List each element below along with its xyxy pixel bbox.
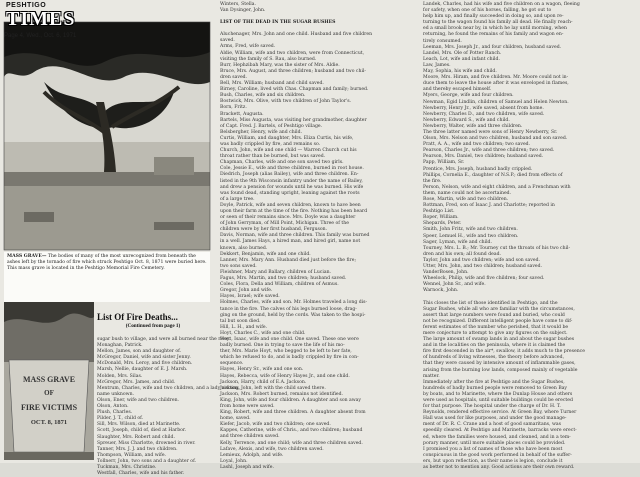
text-line: Papp, William, Sr. xyxy=(423,160,465,166)
text-line: tirely consumed. xyxy=(423,38,462,44)
text-line: listed in the 9th Wisconsin infantry under the name of Bailey, xyxy=(220,178,363,184)
text-line: matter. xyxy=(423,373,440,379)
text-line: Marsh, Nellie, daughter of E. J. Marsh. xyxy=(97,367,188,373)
text-line: conspicuous in the good work performed in behalf of the suffer- xyxy=(423,452,572,458)
text-line: Jackson, John, left with the child saved there. xyxy=(220,385,326,391)
text-line: Burr, Hephzibah Mary, was the sister of Mrs. Aldie. xyxy=(220,62,340,68)
text-line: Landel, Mrs. Ole of Potter Ranch. xyxy=(423,50,502,56)
text-line: Wheelock, Philip, wife and five children; four saved. xyxy=(423,276,545,282)
text-line: known, also burned. xyxy=(220,245,268,251)
text-line: Dekkert, Benjamin, wife and one child. xyxy=(220,251,311,257)
text-line: VanderBosen, John. xyxy=(423,270,469,276)
text-line: ed a small brook near by, in which he lay until morning, when xyxy=(423,26,567,32)
text-line: the fire. xyxy=(423,178,442,184)
text-line: Hayes, Rebecca, wife of Henry Hayes Jr., and one child. xyxy=(220,373,350,379)
text-line: Tanner, Mrs. J. J. and two children. xyxy=(97,446,178,452)
text-line: and three children saved. xyxy=(220,434,280,440)
text-line: Fleishner, Mary and Ballary, children of Lucian. xyxy=(220,269,332,275)
text-line: ed, where the families were housed, and cleaned, and in a tem- xyxy=(423,434,571,440)
text-line: Fagus, Mrs. Martin, and two children; husband saved. xyxy=(220,276,347,282)
text-line: Westfall, Charles, wife and his father. xyxy=(97,471,185,477)
text-line: and drew a pension for wounds until he was burned. His wife xyxy=(220,184,364,190)
monument-line3: FIRE VICTIMS xyxy=(20,403,78,412)
text-line: duce them to leave the house after it was enveloped in flames, xyxy=(423,81,569,87)
text-line: Wennel, John Sr., and wife. xyxy=(423,282,486,288)
text-line: Kappes, Catherine, wife of Chris., and two children; husband xyxy=(220,428,363,434)
text-line: Hill, L. H., and wife. xyxy=(220,324,268,330)
text-line: The three latter named were sons of Henry Newberry, Sr. xyxy=(423,129,558,135)
text-line: Myers, George, wife and four children. xyxy=(423,93,514,99)
text-line: children were by her first husband, Ferguson. xyxy=(220,227,328,233)
text-line: ment of Dr. R. C. Crane and a host of good samaritans, was xyxy=(423,422,561,428)
tree-photo xyxy=(4,22,210,250)
text-line: saved. xyxy=(220,38,235,44)
text-line: Olson, Anton. xyxy=(97,404,129,410)
text-line: King, John, wife and four children. A daughter and son away xyxy=(220,397,362,403)
text-line: them, name could not be ascertained. xyxy=(423,190,512,196)
list-subtitle: (Continued from page 1) xyxy=(125,323,181,329)
text-line: Cole, Jessie E., wife and three children, burned in root house. xyxy=(220,166,364,172)
text-line: was found dead, standing upright, leaning against the roots xyxy=(220,190,360,196)
text-line: mere conjecture to attempt to give any figures on the subject. xyxy=(423,330,568,336)
text-line: not be recognized. Different intelligent people have come to dif- xyxy=(423,318,573,324)
text-line: sugar bush to village, and were all burned near the river. xyxy=(97,337,231,342)
text-line: Person, Nelson, wife and eight children, and a Frenchman with xyxy=(423,184,571,190)
text-line: Diedrich, Joseph (alias Bailey), wife and three children. En- xyxy=(220,172,359,178)
text-line: Arms, Fred, wife saved. xyxy=(220,44,276,50)
text-line: Hayes, Henry Sr., wife and one son. xyxy=(220,367,304,373)
text-line: by boats, and to Marinette, where the Dunlap House and others xyxy=(423,391,573,397)
text-line: Pearson, Mrs. Daniel, two children; husband saved. xyxy=(423,154,544,160)
text-line: hundreds of badly burned people were removed to Green Bay xyxy=(423,385,568,391)
text-line: Olson, Mrs. Nelson and two children, husband and son saved. xyxy=(423,136,568,142)
text-line: Sill, Mrs. Wilson, died at Marinette. xyxy=(97,422,181,428)
text-line: sequence. xyxy=(220,361,244,367)
caption-text: The bodies of many of the most unrecognized from beneath the ashes left by the tornado of fire which struck Peshtigo Oct. 8, 1871 were buried here. This mass grave is located in the Peshtigo Memorial Fire Cemetery. xyxy=(7,254,207,271)
text-line: returning, he found the remains of his family and wagon en- xyxy=(423,32,564,38)
photo-caption xyxy=(4,252,210,302)
text-line: that they were caused by intensive amount of inflammable gases, xyxy=(423,361,576,367)
text-line: Slaughter, Mrs. Robert and child. xyxy=(97,434,175,440)
text-line: Prentice, Mrs. Joseph, husband badly crippled. xyxy=(423,166,533,172)
text-line: Doyle, Patrick, wife and seven children, known to have been xyxy=(220,202,361,208)
text-line: for safety, when one of his horses, falling, he got out to xyxy=(423,8,552,14)
text-line: help him up, and finally succeeded in doing so, and upon re- xyxy=(423,14,564,20)
text-line: Belsbergher, Henry, wife and child. xyxy=(220,129,303,135)
text-line: This closes the list of those identified in Peshtigo, and the xyxy=(423,300,558,306)
text-line: for that purpose. The hospital under the charge of Dr. H. T. xyxy=(423,404,561,410)
text-line: Taylor, John and two children; wife and son saved. xyxy=(423,257,540,263)
text-line: Immediately after the fire at Peshtigo and the Sugar Bushes, xyxy=(423,379,565,385)
text-line: or seen of their remains since. Mrs. Doyle was a daughter xyxy=(220,215,356,221)
text-line: Curtis, William, and daughter, Mrs. Eliza Curtis, his wife, xyxy=(220,135,354,141)
text-line: Kelly, Terrence, and one child; wife and three children saved. xyxy=(220,440,363,446)
text-line: Monaghan, Patrick. xyxy=(97,343,143,349)
text-line: Jackson, Mrs. Robert burned, remains not identified. xyxy=(220,391,344,397)
text-line: Holmes, Charles, wife and son. Mr. Holmes traveled a long dis- xyxy=(220,300,368,306)
text-line: ers, but upon reflection, as their name is legion, conclude it xyxy=(423,458,563,464)
text-line: from home were saved. xyxy=(220,404,275,409)
text-line: Pilder, J. T., child of. xyxy=(97,416,144,422)
text-line: Hayes, Israel; wife saved. xyxy=(220,294,280,300)
text-line: ferent estimates of the number who perished, that it would be xyxy=(423,324,569,330)
text-line: ther, Mrs. Marie Hoyt, who begged to be left to her fate, xyxy=(220,349,352,355)
text-line: Roper, William. xyxy=(423,215,459,221)
text-line: were used as hospitals, until suitable buildings could be erected xyxy=(423,398,573,403)
text-line: Lashl, Joseph and wife. xyxy=(220,464,274,470)
text-line: Bostwick, Mrs. Olive, with two children of John Taylor's. xyxy=(220,99,352,105)
text-line: as better not to mention any. Good actions are their own reward. xyxy=(423,465,575,471)
masthead-big-title: TIMES xyxy=(6,8,76,30)
text-line: of John Gerryman, of Mill Point, Michigan. Three of the xyxy=(220,221,349,227)
text-line: and in the localities on the peninsula, where it is claimed the xyxy=(423,343,566,349)
text-line: Mentrum, Charles, wife and two children, and a lady visiting, xyxy=(97,385,241,391)
text-line: which he refused to do, and is badly crippled by fire in con- xyxy=(220,355,359,361)
mass-grave-photo xyxy=(4,302,94,460)
text-line: Loyal, John. xyxy=(220,458,248,464)
text-line: Hoyt, Charles C., wife and one child. xyxy=(220,330,306,336)
text-line: Newberry, Walter, wife and three children. xyxy=(423,123,523,129)
text-line: home, saved. xyxy=(220,416,251,422)
text-line: Newberry, Edward S., wife and child. xyxy=(423,117,510,123)
list-header xyxy=(97,310,209,329)
text-line: Jackson, Harry, child of E.A. Jackson. xyxy=(220,379,307,385)
text-line: dren saved. xyxy=(220,74,248,80)
text-line: Bush, Charles, wife and six children. xyxy=(220,93,306,99)
text-line: Born, Fritz. xyxy=(220,105,247,111)
text-line: fire first descended in the air*, swallow, it adds much to the presence xyxy=(423,349,585,355)
text-line: The large amount of swamp lands in and about the sugar bushes xyxy=(423,337,575,343)
monument-line1: MASS GRAVE xyxy=(22,375,76,384)
text-line: Chapman, Charles, wife and one son saved two girls. xyxy=(220,160,344,166)
text-line: assert that large numbers were found and buried, who could xyxy=(423,312,565,318)
text-line: visiting the family of S. Rau, also burned. xyxy=(220,56,317,62)
text-line: Newberry, Henry Jr., wife saved, absent from home. xyxy=(423,105,544,111)
text-line: Rose, Martin, wife and two children. xyxy=(423,197,509,202)
text-line: Kiefer, Jacob, wife and two children; one saved. xyxy=(220,422,331,428)
text-line: Coles, Flora, Della and William, children of Asmus. xyxy=(220,282,339,288)
text-line: and thereby escaped himself. xyxy=(423,87,492,93)
text-line: Hall was used for like purposes, and under the good manage- xyxy=(423,416,567,422)
text-line: Molden, Mrs. Silas. xyxy=(97,373,143,379)
text-line: Scott, Joseph, child of, died at Harbor. xyxy=(97,428,187,434)
text-line: Spreuer, Miss Charlotte, drowned in river. xyxy=(97,440,196,446)
text-line: Warnock, John. xyxy=(423,288,459,294)
text-line: Thompson, William, and wife. xyxy=(97,452,166,458)
text-line: turning to the wagon found his family all dead. He finally reach- xyxy=(423,20,573,26)
text-line: Brackett, Augusta. xyxy=(220,111,264,117)
monument-line4: OCT. 8, 1871 xyxy=(30,419,68,426)
text-line: of Capt. Fred. J. Bartels, of Peshtigo village. xyxy=(220,123,323,129)
text-line: Reynolds, rendered effective service. At Green Bay, where Turner xyxy=(423,410,577,416)
text-line: Aldie, William, wife and two children, were from Connecticut, xyxy=(220,50,365,56)
text-line: I promised you a list of names of those who have been most xyxy=(423,446,563,452)
text-line: Leeman, Mrs. Joseph Jr., and four children, husband saved. xyxy=(423,44,562,50)
text-line: speedily cleared. At Peshtigo and Marinette, barracks were erect- xyxy=(423,428,577,434)
text-line: of a large tree. xyxy=(220,196,255,202)
list-title: List Of Fire Deaths... xyxy=(97,312,178,322)
text-line: Law, James. xyxy=(423,62,451,68)
text-line: Phillips, Cornelia E., daughter of N.S.P.; died from effects of xyxy=(423,172,563,178)
text-line: in a well. James Hays, a hired man, and hired girl, name not xyxy=(220,239,361,245)
text-line: Gregor, John and wife. xyxy=(220,288,273,294)
text-line: Church, John, wife and one child — Warren Church cut his xyxy=(220,148,357,154)
text-line: throat rather than be burned, but was saved. xyxy=(220,154,326,160)
text-line: Lafave, Alexis, and wife, two children saved. xyxy=(220,446,324,452)
text-line: Pearson, Charles Jr., wife and three children; two saved. xyxy=(423,148,555,154)
caption-lead: MASS GRAVE— xyxy=(7,254,47,259)
text-line: ging on the ground, held by the cords. Was taken to the hospi- xyxy=(220,312,366,318)
text-line: Mellon, James, son and daughter of. xyxy=(97,349,182,355)
text-line: McGregor, Mrs. James, and child. xyxy=(97,379,176,385)
text-line: Speer, Lemuel H., wife and two children. xyxy=(423,233,519,239)
text-line: tance in the fire. The calves of his legs burned loose, drag- xyxy=(220,306,357,312)
text-line: tal but soon died. xyxy=(220,318,261,324)
text-line: McDonald, Mrs. Leroy, and five children. xyxy=(97,361,193,367)
page-info: Page 4, Wed., Oct. 6, 1971 xyxy=(4,33,77,39)
text-line: Bruce, Mrs. August, and three children; husband and two chil- xyxy=(220,68,366,74)
text-line: Pratt, A. A., wife and two children; two saved. xyxy=(423,142,531,148)
text-line: Olson, Ener, wife and two children. xyxy=(97,397,180,403)
monument-line2: OF xyxy=(44,389,54,397)
text-column-3 xyxy=(423,2,637,471)
text-line: Shepards, Peter. xyxy=(423,221,462,227)
text-line: Lemieux, Adolph, and wife. xyxy=(220,452,284,458)
text-line: Sugar Bushes, while all who are familiar with the circumstances, xyxy=(423,306,575,312)
text-line: Rottman, Fred, son of Isaac J. and Charlotte; reported in xyxy=(423,203,555,209)
text-line: Leach, Lot, wife and infant child. xyxy=(423,56,500,62)
text-line: Bartels, Miss Augusta, was visiting her grandmother, daughter xyxy=(220,117,367,123)
text-line: Winters, Stella. xyxy=(220,2,256,7)
text-line: King, Robert, wife and three children. A daughter absent from xyxy=(220,410,366,416)
text-line: porary manner, until more suitable places could be provided. xyxy=(423,440,566,446)
text-line: LIST OF THE DEAD IN THE SUGAR BUSHES xyxy=(220,20,336,26)
text-line: two sons saved. xyxy=(220,263,257,269)
text-column-2 xyxy=(220,2,420,471)
text-line: Sager, Lyman, wife and child. xyxy=(423,239,492,245)
text-line: Newberry, Charles D., and two children, wife saved. xyxy=(423,111,545,117)
text-line: Smith, John Fritz, wife and two children. xyxy=(423,227,518,233)
text-line: Lanner, Mrs. Mary Ann. Husband died just before the fire; xyxy=(220,257,357,263)
masthead xyxy=(4,2,74,32)
text-line: Van Dysinger, John. xyxy=(220,8,266,14)
text-line: was badly crippled by fire, and remains so. xyxy=(220,141,321,147)
text-line: Newman, Egid Lindlin, children of Samuel and Helen Newton. xyxy=(423,99,569,105)
text-line: Moore, Mrs. Hiram, and five children. Mr. Moore could not in- xyxy=(423,75,569,81)
text-line: Utter, Mrs. John, and two children; husband saved. xyxy=(423,264,543,270)
text-line: Davis, Norman, wife and three children. This family was burned xyxy=(220,233,370,239)
text-line: May, Sophia, his wife and child. xyxy=(423,69,497,75)
text-line: name unknown. xyxy=(97,391,135,397)
text-line: Aluchenager, Mrs. John and one child. Husband and five children xyxy=(220,32,373,38)
text-line: Plush, Charles. xyxy=(97,410,133,416)
text-line: upon their farm at the time of the fire. Nothing has been heard xyxy=(220,209,368,214)
text-line: Birney, Caroline, lived with Chas. Chapman and family; burned. xyxy=(220,87,369,93)
text-line: Bell, Mrs. William; husband and child saved. xyxy=(220,81,324,87)
text-line: badly burned. One in trying to save the life of his mo- xyxy=(220,343,345,349)
text-line: Landek, Charles, had his wife and five children on a wagon, fleeing xyxy=(423,2,580,7)
text-line: Tourney, Mrs. L. B.; Mr. Tourney cut the throats of his two chil- xyxy=(423,245,571,251)
text-line: dren and his own; all found dead. xyxy=(423,251,502,257)
text-line: Peshtigo List. xyxy=(423,209,455,215)
text-line: arising from the burning low lands, composed mainly of vegetable xyxy=(423,367,578,373)
text-line: McGregor, Daniel, wife and sister Jenny. xyxy=(97,355,191,361)
text-line: of hundreds of living witnesses, the theory before advanced, xyxy=(423,355,565,361)
text-line: Tollnerr, John, two sons and a daughter of. xyxy=(97,458,197,464)
text-line: Tuckman, Mrs. Christine. xyxy=(97,464,157,470)
text-line: Hoyt, Isaac, wife and one child. One saved. These one were xyxy=(220,336,359,342)
masthead-small-title: PESHTIGO xyxy=(6,2,47,9)
